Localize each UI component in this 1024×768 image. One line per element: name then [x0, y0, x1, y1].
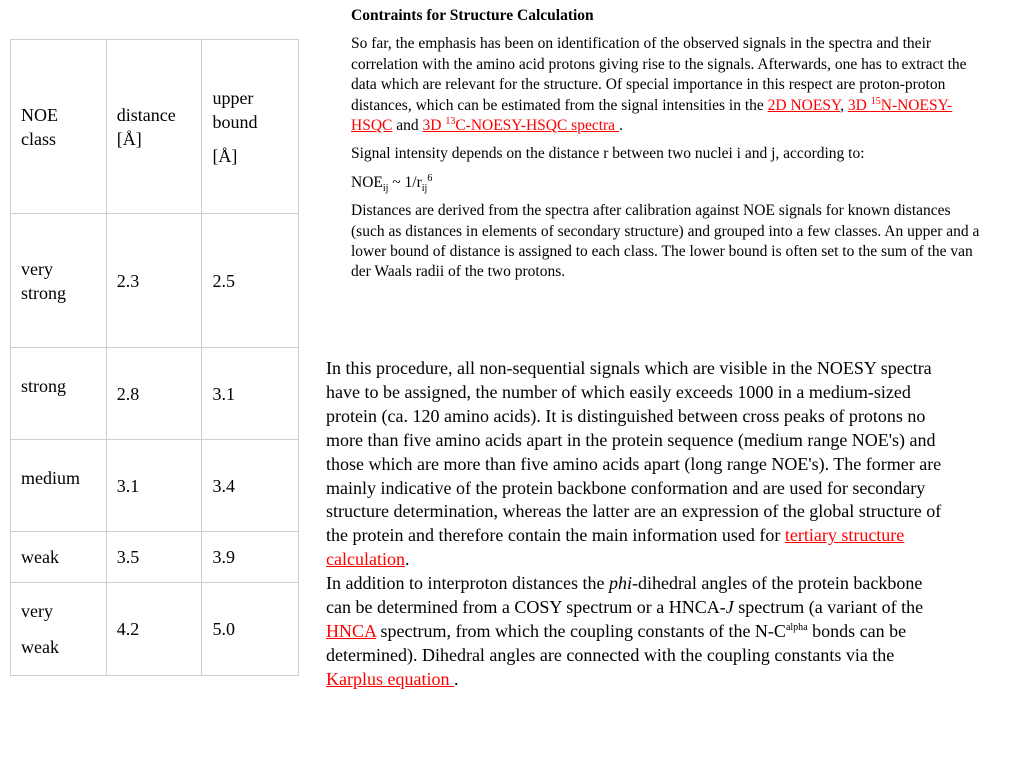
cell-class: medium	[11, 440, 107, 532]
header-distance: distance [Å]	[106, 40, 202, 214]
link-3d-15n-noesy-hsqc[interactable]: 3D $^{15}$N-NOESY-HSQC	[351, 95, 953, 135]
link-3d-13c-noesy-hsqc[interactable]: 3D $^{13}$C-NOESY-HSQC spectra	[422, 115, 619, 135]
cell-distance: 3.1	[106, 440, 202, 532]
dihedral-paragraph: In addition to interproton distances the phi-dihedral angles of the protein backbone can be determined from a COSY spectrum or a HNCA-J spectrum (a variant of the HNCA spectrum, from which the coupling constants of the $N-C^{alpha}$ bonds can be determined). Dihedral angles are connected with the coupling constants via the Karplus equation .	[326, 573, 924, 689]
cell-upper-bound: 3.4	[202, 440, 299, 532]
cell-distance: 2.8	[106, 348, 202, 440]
signal-intensity-paragraph: Signal intensity depends on the distance r between two nuclei i and j, according to:	[351, 145, 865, 163]
cell-upper-bound: 3.9	[202, 532, 299, 583]
link-hnca[interactable]: HNCA	[326, 620, 377, 641]
intro-paragraph: So far, the emphasis has been on identification of the observed signals in the spectra and their correlation with the amino acid protons giving rise to the signals. Afterwards, one has to extract the data which are relevant for the structure. Of special importance in this respect are proton-proton distances, which can be estimated from the signal intensities in the 2D NOESY, 3D $^{15}$N-NOESY-HSQC and 3D $^{13}$C-NOESY-HSQC spectra .	[351, 35, 967, 135]
distances-paragraph: Distances are derived from the spectra after calibration against NOE signals for known distances (such as distances in elements of secondary structure) and grouped into a few classes. An upper and a lower bound of distance is assigned to each class. The lower bound is often set to the sum of the van der Waals radii of the two protons.	[351, 202, 980, 281]
constraints-section	[351, 6, 981, 291]
table-row	[11, 214, 299, 348]
cell-distance: 2.3	[106, 214, 202, 348]
section-heading: Contraints for Structure Calculation	[351, 7, 594, 24]
header-noe-class: NOE class	[11, 40, 107, 214]
link-tertiary-structure[interactable]: tertiary structure calculation	[326, 525, 905, 570]
cell-class: weak	[11, 532, 107, 583]
cell-upper-bound: 3.1	[202, 348, 299, 440]
link-karplus-equation[interactable]: Karplus equation	[326, 668, 454, 689]
cell-class: very weak	[11, 583, 107, 676]
cell-distance: 4.2	[106, 583, 202, 676]
table-row	[11, 348, 299, 440]
cell-distance: 3.5	[106, 532, 202, 583]
table-header-row	[11, 40, 299, 214]
procedure-paragraph: In this procedure, all non-sequential signals which are visible in the NOESY spectra have to be assigned, the number of which easily exceeds 1000 in a medium-sized protein (ca. 120 amino acids). It is distinguished between cross peaks of protons no more than five amino acids apart in the protein sequence (medium range NOE's) and those which are more than five amino acids apart (long range NOE's). The former are mainly indicative of the protein backbone conformation and are used for secondary structure determination, whereas the latter are an expression of the global structure of the protein and therefore contain the main information used for tertiary structure calculation.	[326, 358, 942, 570]
cell-upper-bound: 5.0	[202, 583, 299, 676]
table-row	[11, 583, 299, 676]
noe-class-table	[10, 39, 299, 676]
cell-class: strong	[11, 348, 107, 440]
table-row	[11, 440, 299, 532]
table-row	[11, 532, 299, 583]
link-2d-noesy[interactable]: 2D NOESY	[767, 96, 841, 114]
header-upper-bound: upper bound [Å]	[202, 40, 299, 214]
cell-class: very strong	[11, 214, 107, 348]
noe-formula: $NOE_{ij}$ ~ $1/r_{ij}^6$	[351, 172, 433, 194]
cell-upper-bound: 2.5	[202, 214, 299, 348]
procedure-section	[326, 357, 946, 692]
